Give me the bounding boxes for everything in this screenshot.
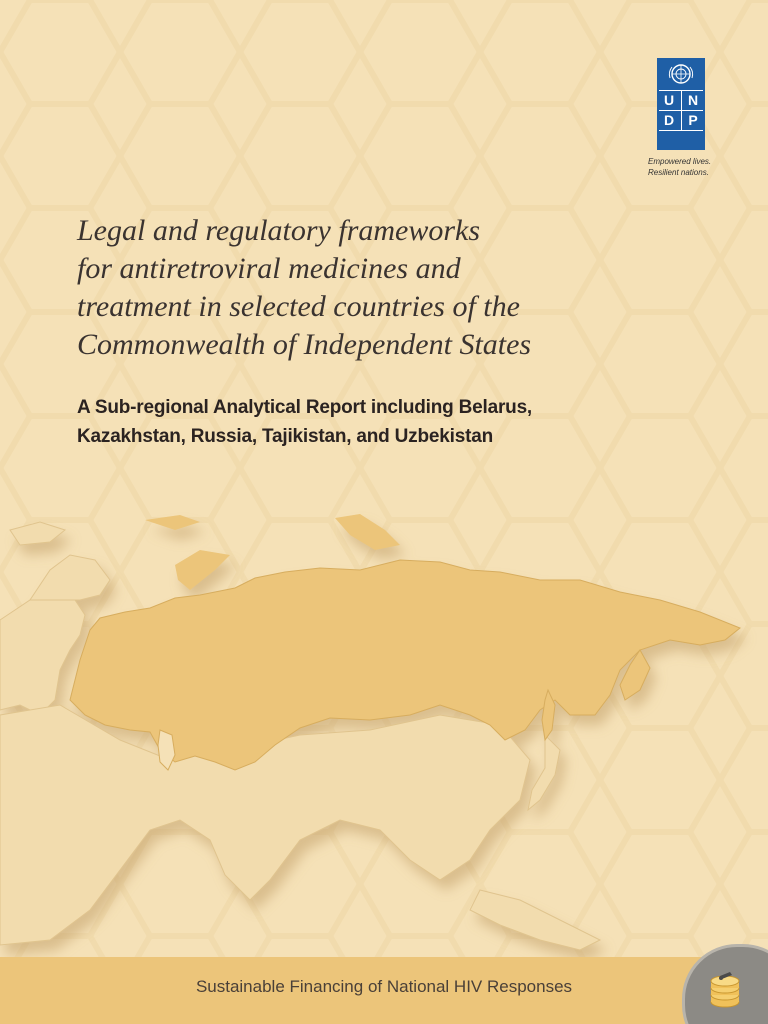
title-line-2: for antiretroviral medicines and <box>77 252 461 285</box>
subtitle-line-1: A Sub-regional Analytical Report including Belarus, <box>77 397 533 418</box>
logo-letter-u: U <box>663 92 675 108</box>
title-line-3: treatment in selected countries of the <box>77 290 520 323</box>
arctic-island <box>335 514 400 550</box>
report-title <box>77 212 727 364</box>
coin-stack-icon <box>700 966 750 1016</box>
logo-letter-d: D <box>663 112 675 128</box>
un-emblem-icon <box>665 62 697 86</box>
logo-letter-p: P <box>688 112 698 128</box>
tagline-line-2: Resilient nations. <box>648 168 709 177</box>
arctic-island <box>145 515 200 530</box>
subtitle-line-2: Kazakhstan, Russia, Tajikistan, and Uzbekistan <box>77 426 493 447</box>
japan-landmass <box>528 735 560 810</box>
eurasia-map <box>0 500 768 960</box>
title-line-4: Commonwealth of Independent States <box>77 328 532 361</box>
undp-tagline <box>648 156 738 178</box>
arctic-island <box>10 522 65 545</box>
title-line-1: Legal and regulatory frameworks <box>77 214 481 247</box>
undp-logo <box>657 58 705 150</box>
logo-letter-n: N <box>687 92 699 108</box>
arctic-island <box>175 550 230 590</box>
scandinavia-landmass <box>30 555 110 600</box>
southeast-asia-landmass <box>470 890 600 950</box>
report-subtitle <box>77 393 737 451</box>
series-title: Sustainable Financing of National HIV Responses <box>195 977 573 996</box>
tagline-line-1: Empowered lives. <box>648 157 712 166</box>
